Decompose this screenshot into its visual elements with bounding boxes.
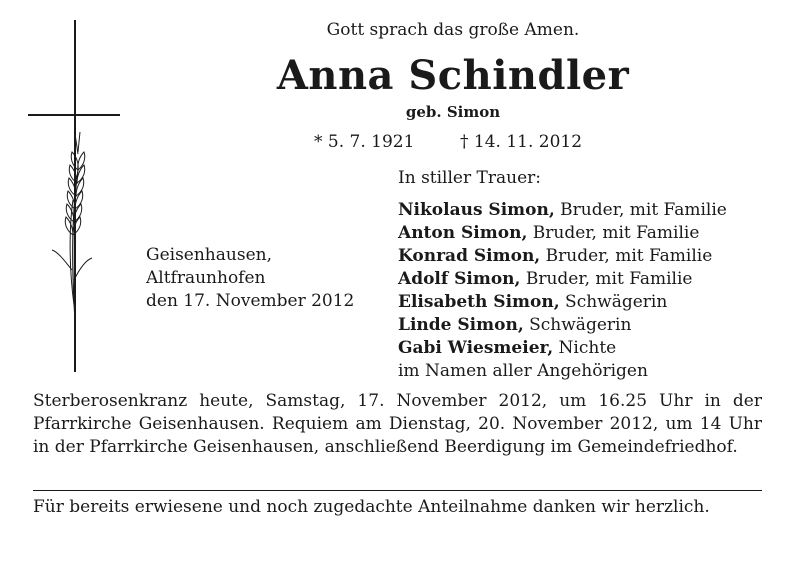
mourner-name: Konrad Simon, <box>398 246 541 266</box>
mourner-row <box>398 222 727 245</box>
mourner-name: Gabi Wiesmeier, <box>398 338 554 358</box>
mourner-relation: Bruder, mit Familie <box>540 246 713 266</box>
place-line: Geisenhausen, <box>146 245 272 265</box>
mourner-name: Adolf Simon, <box>398 269 521 289</box>
mourner-row <box>398 314 727 337</box>
deceased-name: Anna Schindler <box>276 52 630 99</box>
mourning-closing: im Namen aller Angehörigen <box>398 361 648 381</box>
mourner-relation: Bruder, mit Familie <box>520 269 693 289</box>
mourner-relation: Schwägerin <box>523 315 632 335</box>
thanks-note: Für bereits erwiesene und noch zugedachte Anteilnahme danken wir herzlich. <box>33 497 710 517</box>
mourner-relation: Schwägerin <box>559 292 668 312</box>
mourners-list <box>398 199 727 383</box>
mourner-name: Nikolaus Simon, <box>398 200 555 220</box>
mourner-row <box>398 268 727 291</box>
mourner-row <box>398 291 727 314</box>
birth-date: * 5. 7. 1921 <box>314 132 415 152</box>
mourner-relation: Bruder, mit Familie <box>554 200 727 220</box>
place-and-date <box>146 244 354 313</box>
mourner-row <box>398 245 727 268</box>
maiden-name: geb. Simon <box>405 103 501 121</box>
quote-line: Gott sprach das große Amen. <box>326 20 580 40</box>
divider <box>33 490 762 491</box>
mourning-intro: In stiller Trauer: <box>398 168 541 188</box>
mourner-name: Anton Simon, <box>398 223 528 243</box>
mourner-relation: Nichte <box>553 338 617 358</box>
death-date: † 14. 11. 2012 <box>460 132 583 152</box>
mourner-row <box>398 337 727 360</box>
mourner-name: Elisabeth Simon, <box>398 292 560 312</box>
mourner-row <box>398 199 727 222</box>
place-line: Altfraunhofen <box>146 268 266 288</box>
mourner-name: Linde Simon, <box>398 315 524 335</box>
date-line: den 17. November 2012 <box>146 291 355 311</box>
mourner-relation: Bruder, mit Familie <box>527 223 700 243</box>
service-details: Sterberosenkranz heute, Samstag, 17. November 2012, um 16.25 Uhr in der Pfarrkirche Geisenhausen. Requiem am Dienstag, 20. November 2012, um 14 Uhr in der Pfarrkirche Geisenhausen, anschließend Beerdigung im Gemeindefriedhof. <box>33 391 762 457</box>
